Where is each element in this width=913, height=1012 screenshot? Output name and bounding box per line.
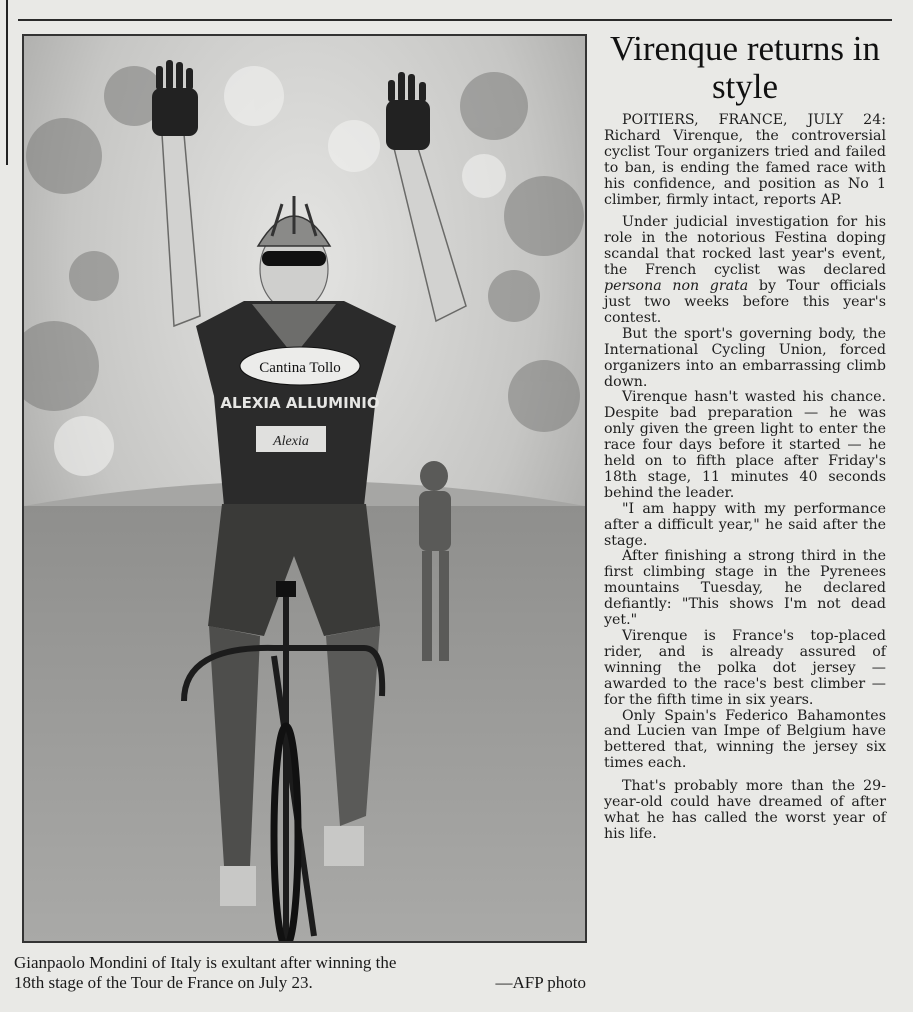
article-paragraph: After finishing a strong third in the first climbing stage in the Pyrenees mountains Tuesday, he declared defiantly: "This shows I'm not dead yet." [604,548,886,629]
jersey-sponsor-2: ALEXIA ALLUMINIO [220,394,380,412]
paragraph-text: by Tour officials just two weeks before this year's contest. [604,278,886,326]
caption-line-2 [14,973,586,993]
jersey-sponsor-3: Alexia [273,434,309,449]
cyclist-photo-illustration [24,36,585,941]
left-column-border [0,0,8,165]
dateline: POITIERS, FRANCE, JULY 24: [622,112,886,128]
article-paragraph: Only Spain's Federico Bahamontes and Lucien van Impe of Belgium have bettered that, winning the jersey six times each. [604,707,886,772]
top-rule [18,19,892,21]
caption-line-1: Gianpaolo Mondini of Italy is exultant after winning the [14,953,397,972]
article-body [604,113,886,843]
paragraph-text: Under judicial investigation for his role in the notorious Festina doping scandal that rocked last year's event, the French cyclist was declared [604,214,886,279]
headline: Virenque returns in style [609,29,881,106]
article-paragraph [604,113,886,208]
article-paragraph: That's probably more than the 29-year-old could have dreamed of after what he has called the worst year of his life. [604,778,886,842]
article-paragraph: But the sport's governing body, the International Cycling Union, forced organizers into an embarrassing climb down. [604,325,886,390]
jersey-sponsor-1: Cantina Tollo [259,360,341,376]
paragraph-text: Richard Virenque, the controversial cyclist Tour organizers tried and failed to ban, is ending the famed race with his confidence, and position as No 1 climber, firmly intact, reports AP. [604,127,886,208]
article-paragraph: Virenque hasn't wasted his chance. Despite bad preparation — he was only given the green light to enter the race four days before it started — he held on to fifth place after Friday's 18th stage, 11 minutes 40 seconds behind the leader. [604,389,886,501]
caption-line-2-text: 18th stage of the Tour de France on July 23. [14,973,313,992]
photo-caption [14,953,586,993]
article-paragraph: "I am happy with my performance after a difficult year," he said after the stage. [604,500,886,549]
article [604,30,886,843]
article-paragraph: Virenque is France's top-placed rider, and is already assured of winning the polka dot jersey — awarded to the race's best climber — for the fifth time in six years. [604,628,886,708]
news-photo [22,34,587,943]
photo-credit: —AFP photo [495,973,586,992]
italic-phrase: persona non grata [604,278,749,295]
article-paragraph [604,215,886,326]
